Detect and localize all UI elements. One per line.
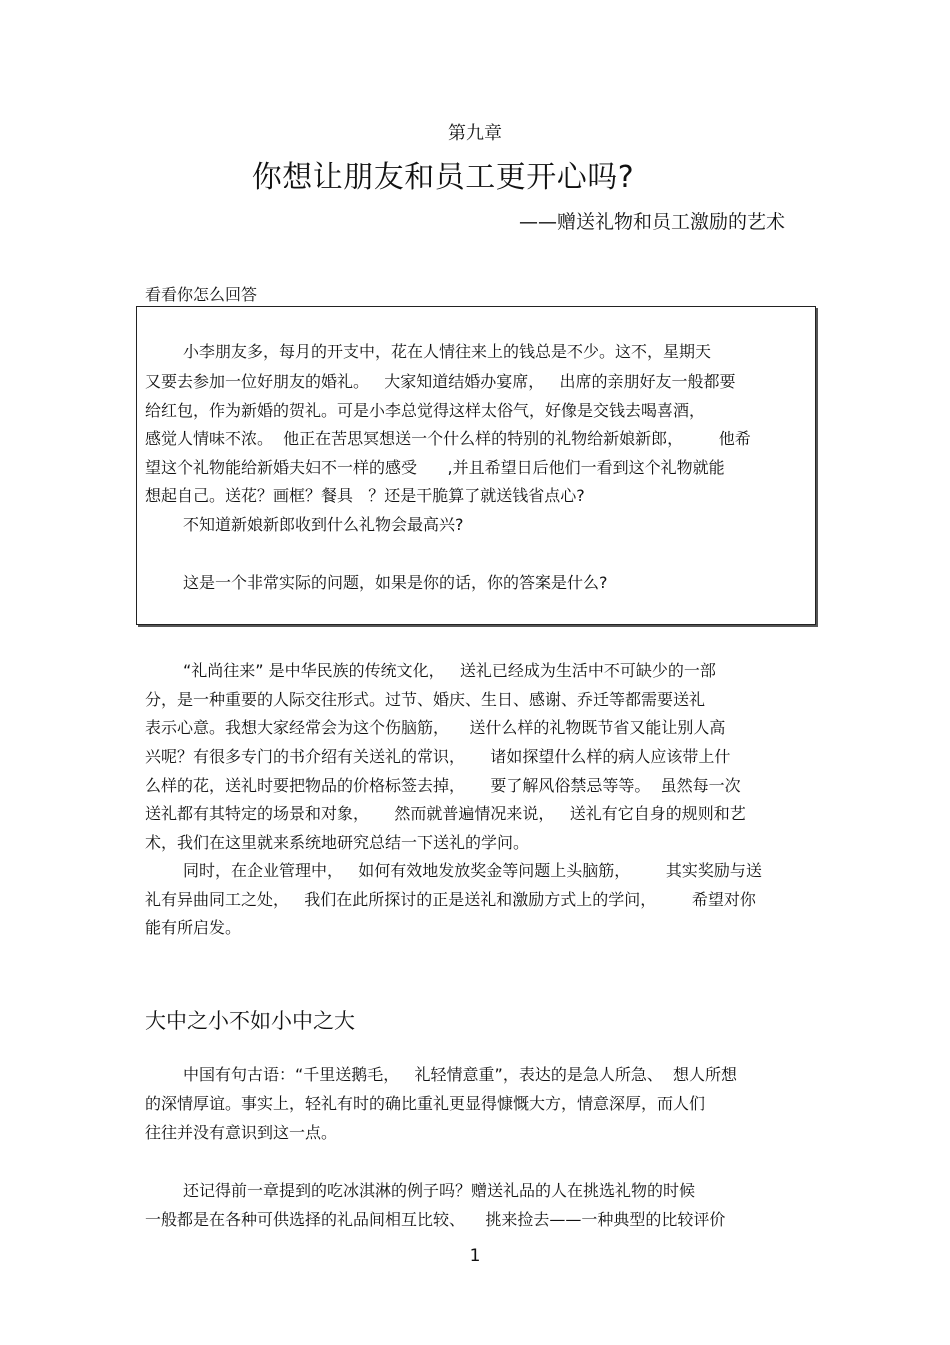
- body-line: 一般都是在各种可供选择的礼品间相互比较、 挑来捡去——一种典型的比较评价: [145, 1210, 726, 1229]
- body-line: 往往并没有意识到这一点。: [145, 1123, 338, 1142]
- box-line: 感觉人情味不浓。 他正在苦思冥想送一个什么样的特别的礼物给新娘新郎， 他希: [145, 429, 751, 448]
- body-line: 么样的花，送礼时要把物品的价格标签去掉， 要了解风俗禁忌等等。 虽然每一次: [145, 776, 741, 795]
- page-subtitle: ——赠送礼物和员工激励的艺术: [518, 211, 785, 233]
- box-line: 不知道新娘新郎收到什么礼物会最高兴?: [183, 515, 464, 534]
- box-line: 想起自己。送花？画框？餐具 ？还是干脆算了就送钱省点心?: [145, 486, 585, 505]
- page-title: 你想让朋友和员工更开心吗?: [251, 160, 635, 195]
- page-number: 1: [469, 1246, 481, 1266]
- body-line: 分，是一种重要的人际交往形式。过节、婚庆、生日、感谢、乔迁等都需要送礼: [145, 690, 706, 709]
- body-line: 同时，在企业管理中， 如何有效地发放奖金等问题上头脑筋， 其实奖励与送: [183, 861, 762, 880]
- box-line: 这是一个非常实际的问题，如果是你的话，你的答案是什么?: [183, 573, 608, 592]
- chapter-label: 第九章: [448, 123, 502, 144]
- box-line: 小李朋友多，每月的开支中，花在人情往来上的钱总是不少。这不，星期天: [183, 342, 712, 361]
- box-line: 给红包，作为新婚的贺礼。可是小李总觉得这样太俗气，好像是交钱去喝喜酒，: [145, 401, 706, 420]
- section-heading: 大中之小不如小中之大: [145, 1009, 355, 1033]
- box-line: 又要去参加一位好朋友的婚礼。 大家知道结婚办宴席， 出席的亲朋好友一般都要: [145, 372, 736, 391]
- box-line: 望这个礼物能给新婚夫妇不一样的感受 ,并且希望日后他们一看到这个礼物就能: [145, 458, 725, 477]
- box-caption: 看看你怎么回答: [145, 285, 258, 304]
- body-line: 的深情厚谊。事实上，轻礼有时的确比重礼更显得慷慨大方，情意深厚，而人们: [145, 1094, 706, 1113]
- body-line: 表示心意。我想大家经常会为这个伤脑筋， 送什么样的礼物既节省又能让别人高: [145, 718, 726, 737]
- body-line: 送礼都有其特定的场景和对象， 然而就普遍情况来说， 送礼有它自身的规则和艺: [145, 804, 746, 823]
- body-line: 礼有异曲同工之处， 我们在此所探讨的正是送礼和激励方式上的学问， 希望对你: [145, 890, 756, 909]
- body-line: 还记得前一章提到的吃冰淇淋的例子吗？赠送礼品的人在挑选礼物的时候: [183, 1181, 696, 1200]
- body-line: 能有所启发。: [145, 918, 242, 937]
- body-line: 兴呢？有很多专门的书介绍有关送礼的常识， 诸如探望什么样的病人应该带上什: [145, 747, 731, 766]
- body-line: “礼尚往来” 是中华民族的传统文化， 送礼已经成为生活中不可缺少的一部: [183, 661, 716, 680]
- body-line: 术，我们在这里就来系统地研究总结一下送礼的学问。: [145, 833, 530, 852]
- body-line: 中国有句古语：“千里送鹅毛， 礼轻情意重”，表达的是急人所急、 想人所想: [183, 1065, 738, 1084]
